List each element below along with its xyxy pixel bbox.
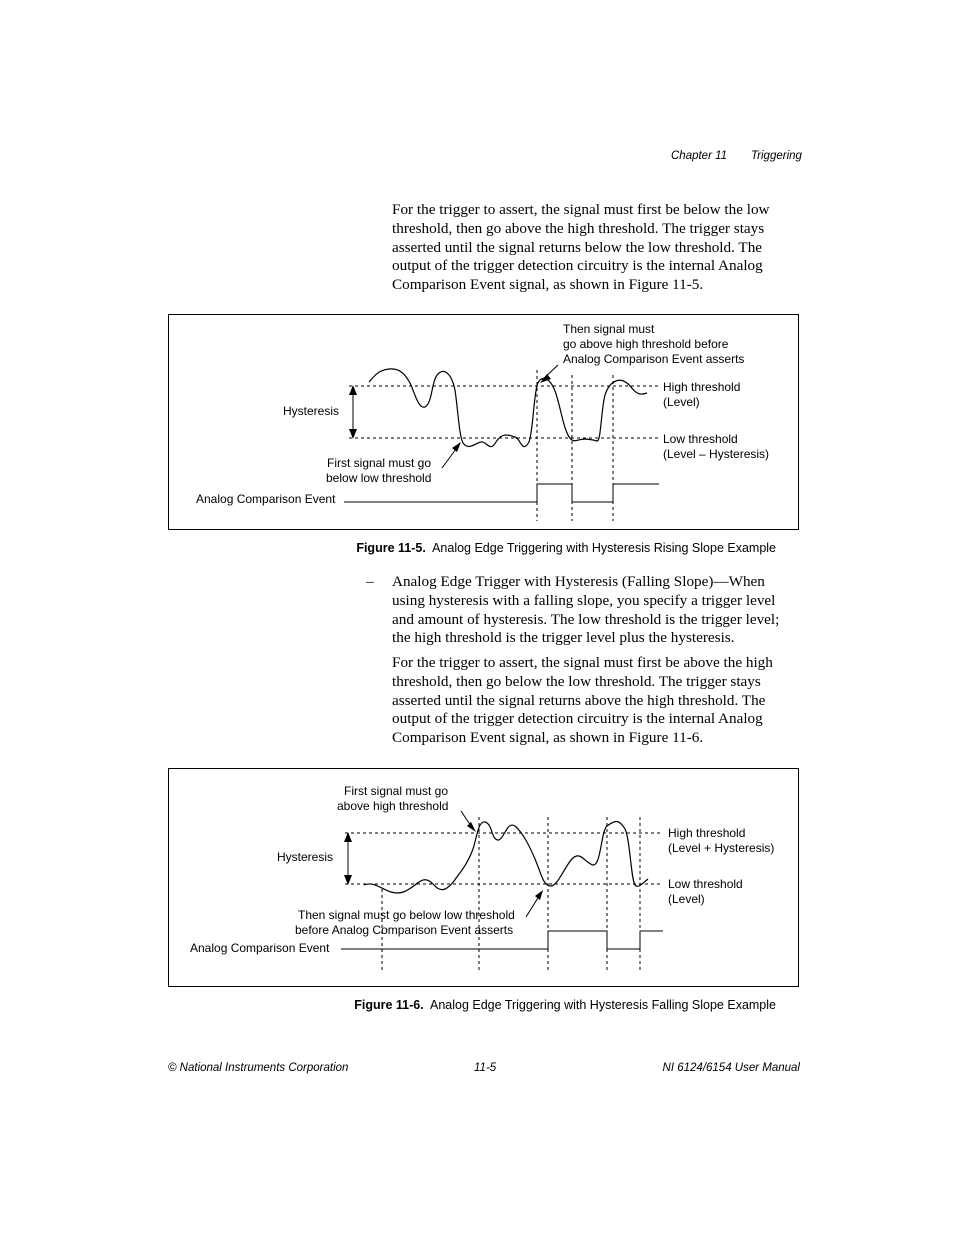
low-threshold-label-line1: Low threshold xyxy=(668,877,743,891)
then-label-line1: Then signal must go below low threshold xyxy=(298,908,515,922)
header-section: Triggering xyxy=(751,150,802,162)
low-threshold-label-line2: (Level – Hysteresis) xyxy=(663,447,770,461)
callout-arrow-icon xyxy=(535,890,543,900)
rising-intro-paragraph xyxy=(392,201,792,295)
footer-manual-title: NI 6124/6154 User Manual xyxy=(662,1062,800,1074)
figure-11-5-diagram xyxy=(169,315,800,531)
caption-text: Analog Edge Triggering with Hysteresis Rising Slope Example xyxy=(432,541,776,555)
first-label-line1: First signal must go xyxy=(327,456,432,470)
figure-11-5-caption xyxy=(356,541,776,555)
falling-intro-text: For the trigger to assert, the signal must first be above the high threshold, then go below the low threshold. The trigger stays asserted until the signal returns above the high threshold. The output of the trigger detection circuitry is the internal Analog Comparison Event signal, as shown in Figure 11-6. xyxy=(392,654,773,747)
rising-intro-text: For the trigger to assert, the signal must first be below the low threshold, then go above the high threshold. The trigger stays asserted until the signal returns below the low threshold. The output of the trigger detection circuitry is the internal Analog Comparison Event signal, as shown in Figure 11-5. xyxy=(392,201,770,294)
hysteresis-label: Hysteresis xyxy=(283,404,340,418)
high-threshold-label-line2: (Level) xyxy=(663,395,700,409)
caption-number: Figure 11-5. xyxy=(356,541,426,555)
caption-number: Figure 11-6. xyxy=(354,998,424,1012)
first-label-line2: below low threshold xyxy=(326,471,432,485)
event-label: Analog Comparison Event xyxy=(196,492,336,506)
figure-11-6-caption xyxy=(354,998,776,1012)
event-label: Analog Comparison Event xyxy=(190,941,330,955)
footer-copyright: © National Instruments Corporation xyxy=(168,1062,349,1074)
then-label-line2: go above high threshold before xyxy=(563,337,729,351)
high-threshold-label-line1: High threshold xyxy=(663,380,741,394)
low-threshold-label-line1: Low threshold xyxy=(663,432,738,446)
figure-11-6-diagram xyxy=(169,769,800,988)
figure-11-5 xyxy=(168,314,799,530)
low-threshold-label-line2: (Level) xyxy=(668,892,705,906)
falling-bullet-paragraph xyxy=(392,573,792,648)
first-label-line1: First signal must go xyxy=(344,784,449,798)
then-label-line2: before Analog Comparison Event asserts xyxy=(295,923,514,937)
event-waveform xyxy=(344,484,659,502)
callout-arrow-icon xyxy=(467,822,476,832)
caption-text: Analog Edge Triggering with Hysteresis Falling Slope Example xyxy=(429,998,776,1012)
bullet-dash: – xyxy=(366,573,374,590)
signal-waveform xyxy=(369,369,647,447)
figure-11-6 xyxy=(168,768,799,987)
signal-waveform xyxy=(364,821,648,893)
then-label-line3: Analog Comparison Event asserts xyxy=(563,352,745,366)
hysteresis-label: Hysteresis xyxy=(277,850,334,864)
falling-intro-paragraph xyxy=(392,654,792,748)
first-label-line2: above high threshold xyxy=(337,799,449,813)
falling-bullet-text: Analog Edge Trigger with Hysteresis (Falling Slope)—When using hysteresis with a falling slope, you specify a trigger level and amount of hysteresis. The low threshold is the trigger level; the high threshold is the trigger level plus the hysteresis. xyxy=(392,573,780,647)
high-threshold-label-line2: (Level + Hysteresis) xyxy=(668,841,775,855)
header-chapter: Chapter 11 xyxy=(671,150,728,162)
high-threshold-label-line1: High threshold xyxy=(668,826,746,840)
then-label-line1: Then signal must xyxy=(563,322,655,336)
callout-arrow-icon xyxy=(452,442,461,452)
footer-page-number: 11-5 xyxy=(474,1062,497,1074)
